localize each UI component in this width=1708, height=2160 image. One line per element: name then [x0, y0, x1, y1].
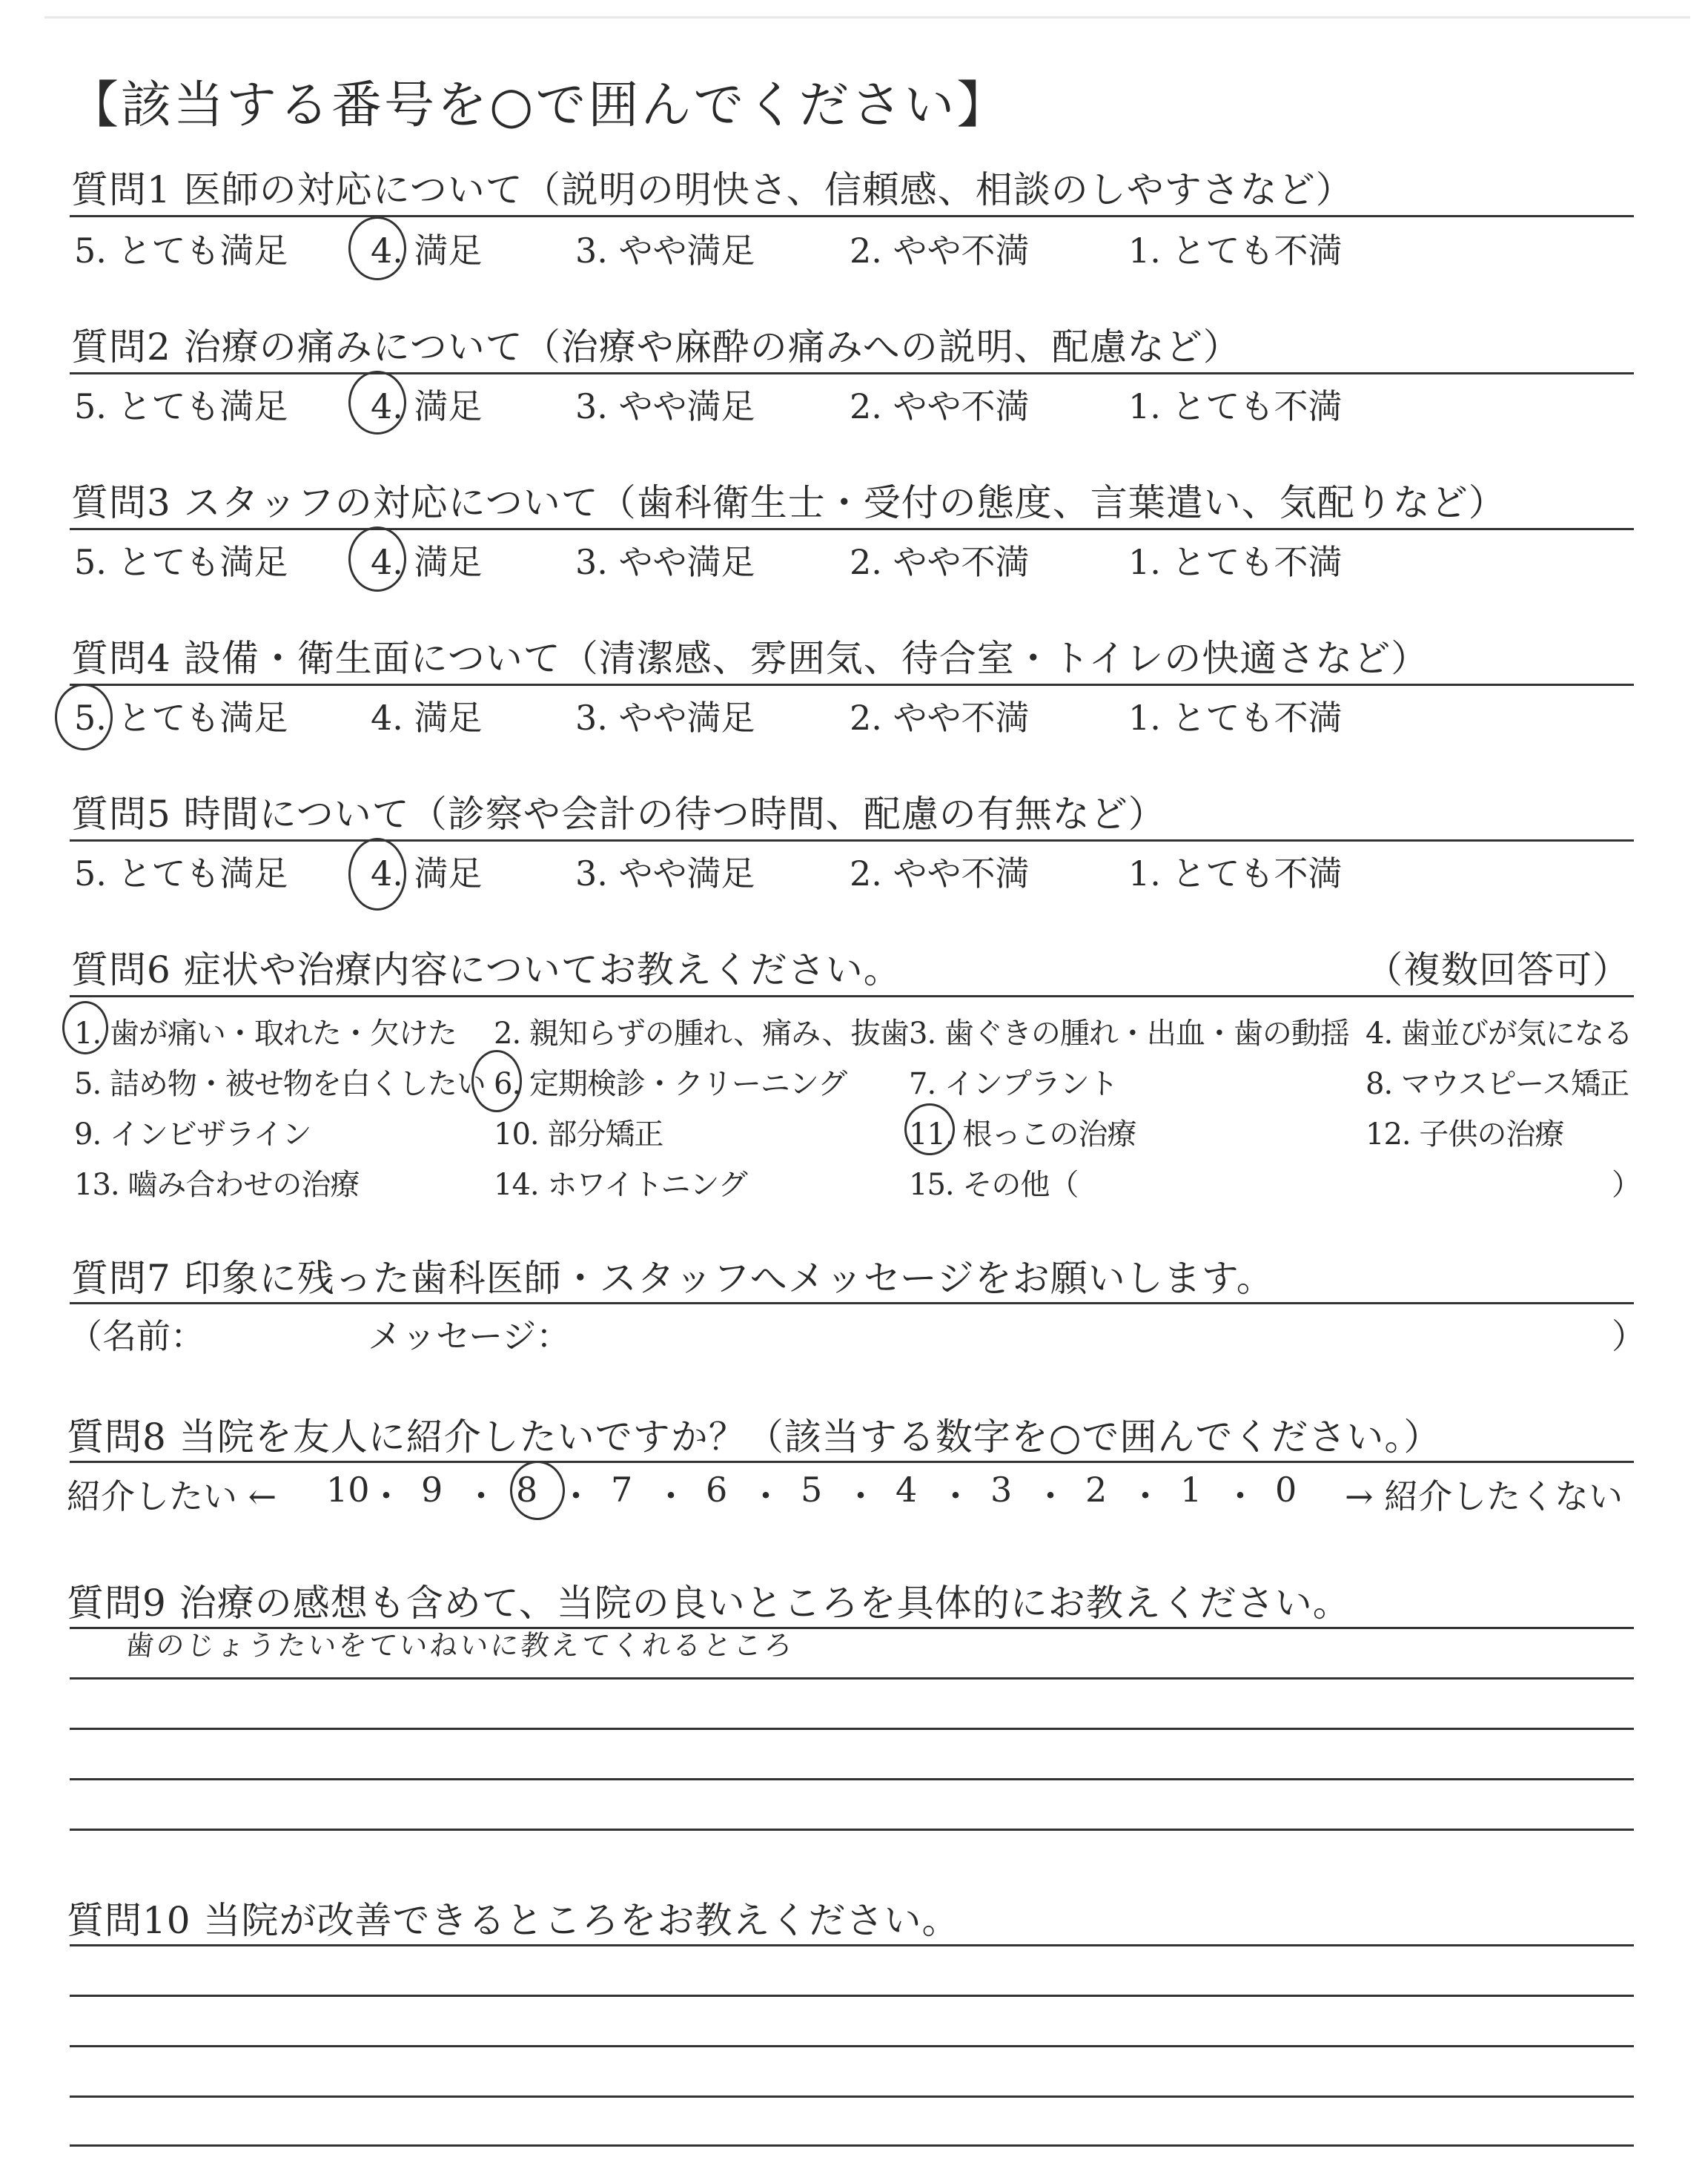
- q8-scale-3[interactable]: 3: [990, 1470, 1013, 1510]
- question-10-rule-2: [70, 1995, 1634, 1997]
- q4-option-5[interactable]: 5. とても満足: [74, 698, 288, 738]
- q6-item-3[interactable]: 3. 歯ぐきの腫れ・出血・歯の動揺: [909, 1017, 1349, 1051]
- q8-scale-10[interactable]: 10: [326, 1470, 370, 1510]
- q8-scale-separator: ・: [844, 1476, 878, 1516]
- q7-message-label: メッセージ：: [368, 1316, 571, 1356]
- q8-scale-separator: ・: [939, 1476, 973, 1516]
- question-9-title: 質問9 治療の感想も含めて、当院の良いところを具体的にお教えください。: [67, 1582, 1351, 1625]
- q2-option-2[interactable]: 2. やや不満: [850, 386, 1030, 426]
- q6-item-15[interactable]: 15. その他（: [909, 1168, 1079, 1202]
- question-1-rule: [70, 215, 1634, 217]
- question-9-rule-3: [70, 1728, 1634, 1730]
- q3-option-1[interactable]: 1. とても不満: [1128, 542, 1343, 582]
- q6-item-1[interactable]: 1. 歯が痛い・取れた・欠けた: [74, 1017, 457, 1051]
- q2-selection-circle: [348, 371, 406, 435]
- question-7-title: 質問7 印象に残った歯科医師・スタッフへメッセージをお願いします。: [71, 1257, 1274, 1300]
- q8-scale-6[interactable]: 6: [706, 1470, 728, 1510]
- q4-option-2[interactable]: 2. やや不満: [850, 698, 1030, 738]
- q8-scale-separator: ・: [464, 1476, 498, 1516]
- q5-option-5[interactable]: 5. とても満足: [74, 853, 288, 894]
- q5-option-3[interactable]: 3. やや満足: [575, 853, 755, 894]
- q6-item-12[interactable]: 12. 子供の治療: [1366, 1117, 1564, 1152]
- q5-option-1[interactable]: 1. とても不満: [1128, 853, 1343, 894]
- question-10-title: 質問10 当院が改善できるところをお教えください。: [67, 1899, 960, 1942]
- q5-option-4[interactable]: 4. 満足: [371, 853, 483, 894]
- q3-selection-circle: [348, 526, 406, 592]
- question-4-rule: [70, 684, 1634, 686]
- question-1-title: 質問1 医師の対応について（説明の明快さ、信頼感、相談のしやすさなど）: [71, 168, 1354, 211]
- q6-item-14[interactable]: 14. ホワイトニング: [494, 1168, 747, 1202]
- question-7-rule: [70, 1302, 1634, 1304]
- q6-selection-circle-1: [62, 1001, 108, 1054]
- q8-scale-1[interactable]: 1: [1180, 1470, 1202, 1510]
- q8-scale-separator: ・: [749, 1476, 783, 1516]
- question-10-rule-3: [70, 2045, 1634, 2047]
- form-header: 【該当する番号を○で囲んでください】: [68, 76, 1010, 135]
- q6-item-15-close: ）: [1612, 1168, 1641, 1202]
- q8-left-label: 紹介したい ←: [67, 1476, 277, 1516]
- q1-selection-circle: [348, 217, 406, 280]
- q8-scale-separator: ・: [559, 1476, 593, 1516]
- q8-scale-2[interactable]: 2: [1085, 1470, 1108, 1510]
- question-2-rule: [70, 372, 1634, 374]
- q8-scale-4[interactable]: 4: [896, 1470, 918, 1510]
- question-10-rule-5: [70, 2144, 1634, 2147]
- q6-item-8[interactable]: 8. マウスピース矯正: [1366, 1067, 1629, 1101]
- q6-selection-circle-11: [904, 1103, 955, 1155]
- q8-scale-separator: ・: [1033, 1476, 1068, 1516]
- q2-option-1[interactable]: 1. とても不満: [1128, 386, 1343, 426]
- question-5-title: 質問5 時間について（診察や会計の待つ時間、配慮の有無など）: [71, 793, 1166, 836]
- q4-option-4[interactable]: 4. 満足: [371, 698, 483, 738]
- q2-option-3[interactable]: 3. やや満足: [575, 386, 755, 426]
- q5-option-2[interactable]: 2. やや不満: [850, 853, 1030, 894]
- q1-option-1[interactable]: 1. とても不満: [1128, 231, 1343, 271]
- question-6-title: 質問6 症状や治療内容についてお教えください。: [71, 948, 901, 991]
- question-6-rule: [70, 995, 1634, 997]
- question-6-note: （複数回答可）: [1366, 948, 1630, 991]
- q2-option-5[interactable]: 5. とても満足: [74, 386, 288, 426]
- question-5-rule: [70, 839, 1634, 842]
- q6-item-5[interactable]: 5. 詰め物・被せ物を白くしたい: [74, 1067, 486, 1101]
- question-8-rule: [70, 1461, 1634, 1463]
- q8-selection-circle: [510, 1461, 565, 1520]
- q3-option-2[interactable]: 2. やや不満: [850, 542, 1030, 582]
- q8-scale-5[interactable]: 5: [801, 1470, 823, 1510]
- question-9-rule-5: [70, 1829, 1634, 1831]
- q6-item-11[interactable]: 11. 根っこの治療: [909, 1117, 1136, 1152]
- question-10-rule-4: [70, 2095, 1634, 2098]
- question-9-rule-2: [70, 1677, 1634, 1680]
- q8-scale-separator: ・: [654, 1476, 688, 1516]
- q6-item-13[interactable]: 13. 嚙み合わせの治療: [74, 1168, 360, 1202]
- q7-name-label: （名前：: [68, 1316, 205, 1356]
- q4-selection-circle: [55, 684, 113, 750]
- q1-option-5[interactable]: 5. とても満足: [74, 231, 288, 271]
- question-3-title: 質問3 スタッフの対応について（歯科衛生士・受付の態度、言葉遣い、気配りなど）: [71, 481, 1506, 524]
- q6-item-9[interactable]: 9. インビザライン: [74, 1117, 311, 1152]
- q6-item-6[interactable]: 6. 定期検診・クリーニング: [494, 1067, 847, 1101]
- q6-selection-circle-6: [471, 1050, 522, 1112]
- q4-option-3[interactable]: 3. やや満足: [575, 698, 755, 738]
- q1-option-2[interactable]: 2. やや不満: [850, 231, 1030, 271]
- q8-right-label: → 紹介したくない: [1345, 1476, 1623, 1516]
- q6-item-2[interactable]: 2. 親知らずの腫れ、痛み、抜歯: [494, 1017, 909, 1051]
- question-2-title: 質問2 治療の痛みについて（治療や麻酔の痛みへの説明、配慮など）: [71, 326, 1241, 369]
- q6-item-10[interactable]: 10. 部分矯正: [494, 1117, 663, 1152]
- question-10-rule-1: [70, 1944, 1634, 1946]
- question-3-rule: [70, 528, 1634, 530]
- q8-scale-7[interactable]: 7: [611, 1470, 633, 1510]
- q3-option-5[interactable]: 5. とても満足: [74, 542, 288, 582]
- q6-item-7[interactable]: 7. インプラント: [909, 1067, 1118, 1101]
- q8-scale-separator: ・: [369, 1476, 403, 1516]
- q8-scale-0[interactable]: 0: [1275, 1470, 1297, 1510]
- q5-selection-circle: [348, 838, 406, 911]
- q3-option-4[interactable]: 4. 満足: [371, 542, 483, 582]
- q1-option-4[interactable]: 4. 満足: [371, 231, 483, 271]
- q1-option-3[interactable]: 3. やや満足: [575, 231, 755, 271]
- q6-item-4[interactable]: 4. 歯並びが気になる: [1366, 1017, 1632, 1051]
- question-8-title: 質問8 当院を友人に紹介したいですか？（該当する数字を○で囲んでください。）: [67, 1416, 1442, 1459]
- q3-option-3[interactable]: 3. やや満足: [575, 542, 755, 582]
- q8-scale-9[interactable]: 9: [421, 1470, 443, 1510]
- question-4-title: 質問4 設備・衛生面について（清潔感、雰囲気、待合室・トイレの快適さなど）: [71, 637, 1429, 680]
- q4-option-1[interactable]: 1. とても不満: [1128, 698, 1343, 738]
- question-9-rule-4: [70, 1778, 1634, 1780]
- scan-top-edge: [44, 16, 1690, 19]
- q8-scale-separator: ・: [1128, 1476, 1162, 1516]
- q7-close-paren: ）: [1612, 1316, 1646, 1356]
- q8-scale-separator: ・: [1223, 1476, 1257, 1516]
- q9-handwritten-answer: 歯のじょうたいをていねいに教えてくれるところ: [124, 1629, 796, 1662]
- q2-option-4[interactable]: 4. 満足: [371, 386, 483, 426]
- q8-scale-8[interactable]: 8: [516, 1470, 538, 1510]
